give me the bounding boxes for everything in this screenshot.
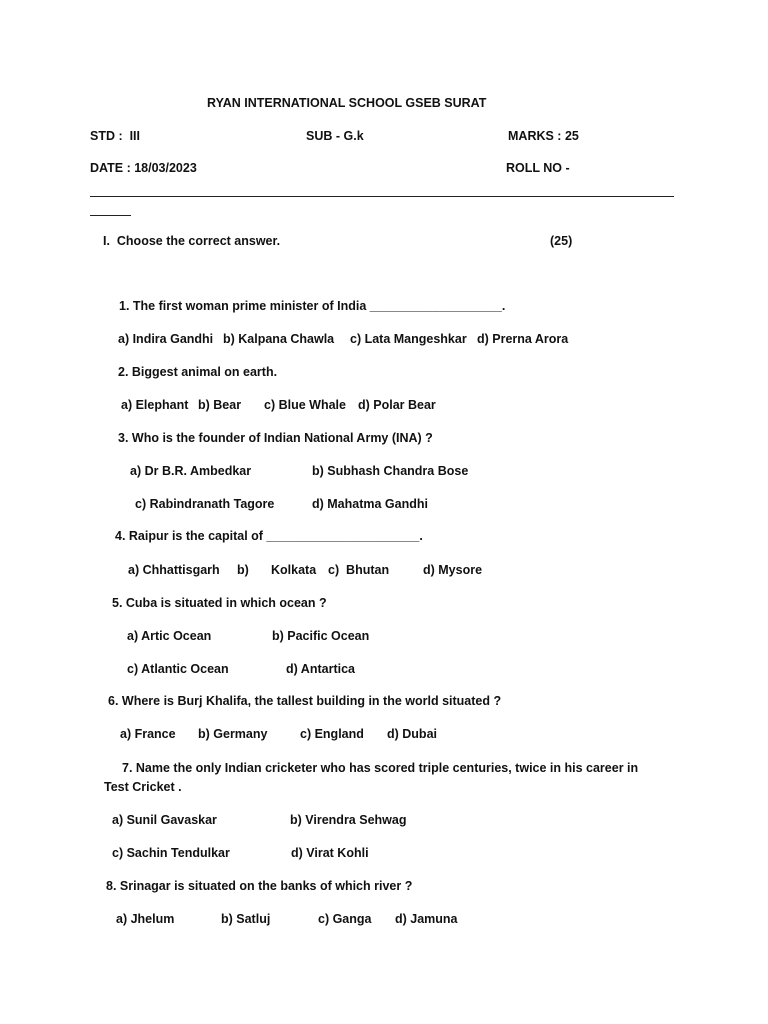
q7-option-b: b) Virendra Sehwag bbox=[290, 813, 407, 827]
q4-option-a: a) Chhattisgarh bbox=[128, 563, 220, 577]
q1-option-d: d) Prerna Arora bbox=[477, 332, 569, 346]
q6-option-d: d) Dubai bbox=[387, 727, 437, 741]
q4-option-c: c) Bhutan bbox=[328, 563, 390, 577]
roll-label: ROLL NO - bbox=[506, 161, 570, 175]
school-title: RYAN INTERNATIONAL SCHOOL GSEB SURAT bbox=[207, 96, 487, 110]
question-6: 6. Where is Burj Khalifa, the tallest building in the world situated ? bbox=[108, 694, 502, 708]
question-2: 2. Biggest animal on earth. bbox=[118, 365, 278, 379]
q5-option-b: b) Pacific Ocean bbox=[272, 629, 370, 643]
q2-option-a: a) Elephant bbox=[121, 398, 189, 412]
q6-option-a: a) France bbox=[120, 727, 176, 741]
q6-option-b: b) Germany bbox=[198, 727, 268, 741]
marks-label: MARKS : 25 bbox=[508, 129, 579, 143]
q8-option-a: a) Jhelum bbox=[116, 912, 175, 926]
q3-option-b: b) Subhash Chandra Bose bbox=[312, 464, 469, 478]
question-7: 7. Name the only Indian cricketer who has scored triple centuries, twice in his career in bbox=[122, 761, 639, 775]
q6-option-c: c) England bbox=[300, 727, 364, 741]
question-7-continued: Test Cricket . bbox=[104, 780, 182, 794]
section-marks: (25) bbox=[550, 234, 573, 248]
q1-option-a: a) Indira Gandhi bbox=[118, 332, 214, 346]
q8-option-b: b) Satluj bbox=[221, 912, 271, 926]
q3-option-d: d) Mahatma Gandhi bbox=[312, 497, 428, 511]
section-title: I. Choose the correct answer. bbox=[103, 234, 281, 248]
q7-option-a: a) Sunil Gavaskar bbox=[112, 813, 217, 827]
q7-option-c: c) Sachin Tendulkar bbox=[112, 846, 230, 860]
q3-option-c: c) Rabindranath Tagore bbox=[135, 497, 275, 511]
q2-option-d: d) Polar Bear bbox=[358, 398, 436, 412]
q1-option-c: c) Lata Mangeshkar bbox=[350, 332, 467, 346]
q3-option-a: a) Dr B.R. Ambedkar bbox=[130, 464, 252, 478]
q4-option-b-text: Kolkata bbox=[271, 563, 317, 577]
subject-label: SUB - G.k bbox=[306, 129, 364, 143]
q5-option-c: c) Atlantic Ocean bbox=[127, 662, 229, 676]
question-8: 8. Srinagar is situated on the banks of which river ? bbox=[106, 879, 413, 893]
q4-option-b: b) bbox=[237, 563, 249, 577]
question-5: 5. Cuba is situated in which ocean ? bbox=[112, 596, 327, 610]
q8-option-d: d) Jamuna bbox=[395, 912, 458, 926]
question-1: 1. The first woman prime minister of India ___________________. bbox=[119, 299, 506, 313]
divider-line bbox=[90, 196, 674, 197]
q1-option-b: b) Kalpana Chawla bbox=[223, 332, 335, 346]
q5-option-d: d) Antartica bbox=[286, 662, 355, 676]
q2-option-b: b) Bear bbox=[198, 398, 242, 412]
std-label: STD : III bbox=[90, 129, 140, 143]
q5-option-a: a) Artic Ocean bbox=[127, 629, 212, 643]
date-label: DATE : 18/03/2023 bbox=[90, 161, 197, 175]
q2-option-c: c) Blue Whale bbox=[264, 398, 346, 412]
question-4: 4. Raipur is the capital of ______________________. bbox=[115, 529, 423, 543]
q7-option-d: d) Virat Kohli bbox=[291, 846, 369, 860]
divider-line-tail bbox=[90, 215, 131, 216]
question-3: 3. Who is the founder of Indian National Army (INA) ? bbox=[118, 431, 433, 445]
q4-option-d: d) Mysore bbox=[423, 563, 483, 577]
q8-option-c: c) Ganga bbox=[318, 912, 372, 926]
